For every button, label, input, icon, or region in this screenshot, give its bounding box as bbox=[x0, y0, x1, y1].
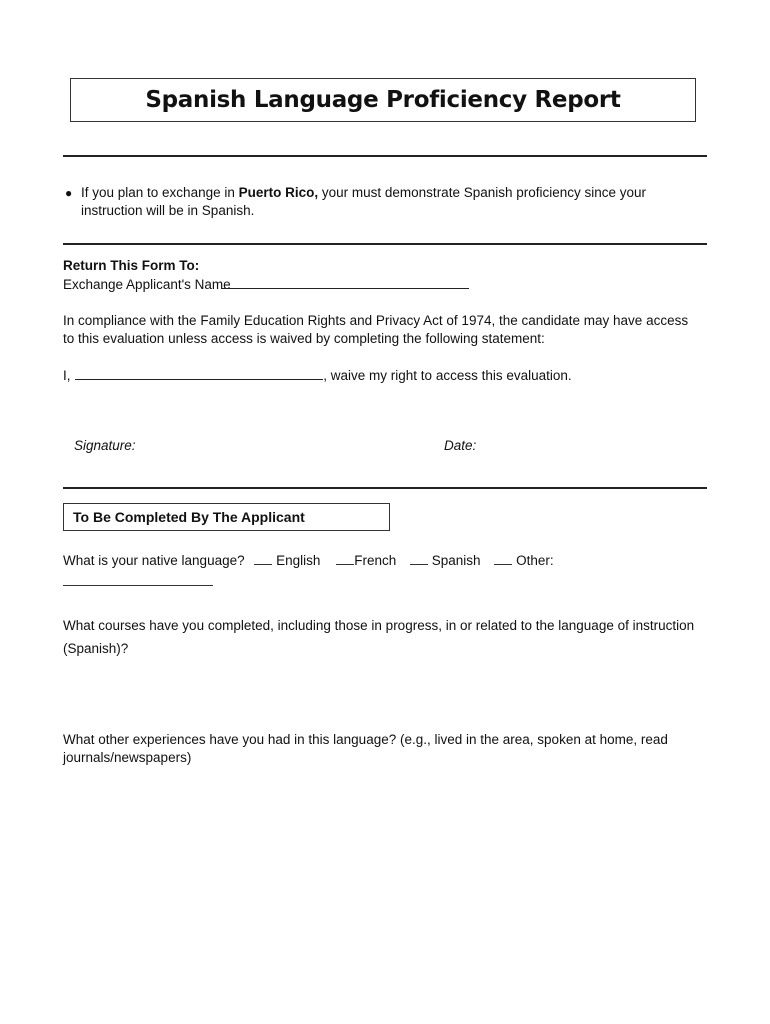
section-heading: To Be Completed By The Applicant bbox=[73, 509, 305, 525]
section-heading-box bbox=[63, 503, 390, 531]
native-language-row bbox=[63, 552, 554, 570]
other-blank[interactable] bbox=[494, 553, 512, 565]
waiver-name-field[interactable] bbox=[75, 367, 323, 380]
waiver-statement bbox=[63, 367, 572, 385]
native-language-question: What is your native language? bbox=[63, 553, 245, 568]
page-title: Spanish Language Proficiency Report bbox=[145, 87, 621, 113]
applicant-name-field[interactable] bbox=[221, 276, 469, 289]
option-french: French bbox=[354, 553, 397, 568]
signature-label: Signature: bbox=[74, 438, 136, 453]
english-blank[interactable] bbox=[254, 553, 272, 565]
courses-question: What courses have you completed, including those in progress, in or related to the language of instruction (Spanish)? bbox=[63, 618, 695, 656]
note-prefix: If you plan to exchange in bbox=[81, 185, 239, 200]
option-other: Other: bbox=[516, 553, 554, 568]
waiver-suffix: , waive my right to access this evaluation. bbox=[323, 368, 572, 383]
bullet-icon: ● bbox=[65, 186, 73, 200]
divider bbox=[63, 487, 707, 489]
return-form-heading: Return This Form To: bbox=[63, 258, 200, 273]
note-highlight: Puerto Rico, bbox=[238, 185, 319, 200]
divider bbox=[63, 155, 707, 157]
french-blank[interactable] bbox=[336, 553, 354, 565]
date-label: Date: bbox=[444, 438, 477, 453]
divider bbox=[63, 243, 707, 245]
other-language-row bbox=[63, 573, 213, 591]
applicant-name-label: Exchange Applicant's Name bbox=[63, 277, 231, 292]
return-form-section bbox=[63, 257, 469, 294]
note-text bbox=[81, 184, 683, 220]
other-language-field[interactable] bbox=[63, 574, 213, 586]
spanish-blank[interactable] bbox=[410, 553, 428, 565]
option-spanish: Spanish bbox=[431, 553, 481, 568]
experiences-question: What other experiences have you had in this language? (e.g., lived in the area, spoken at home, read journals/newspapers) bbox=[63, 732, 668, 765]
compliance-text: In compliance with the Family Education Rights and Privacy Act of 1974, the candidate may have access to this evaluation unless access is waived by completing the following statement: bbox=[63, 313, 689, 346]
puerto-rico-note bbox=[63, 184, 683, 220]
option-english: English bbox=[276, 553, 321, 568]
waiver-prefix: I, bbox=[63, 368, 71, 383]
title-box bbox=[70, 78, 696, 122]
applicant-name-row bbox=[63, 276, 469, 294]
note-suffix: your must demonstrate Spanish proficiency since your instruction will be in Spanish. bbox=[81, 185, 647, 218]
